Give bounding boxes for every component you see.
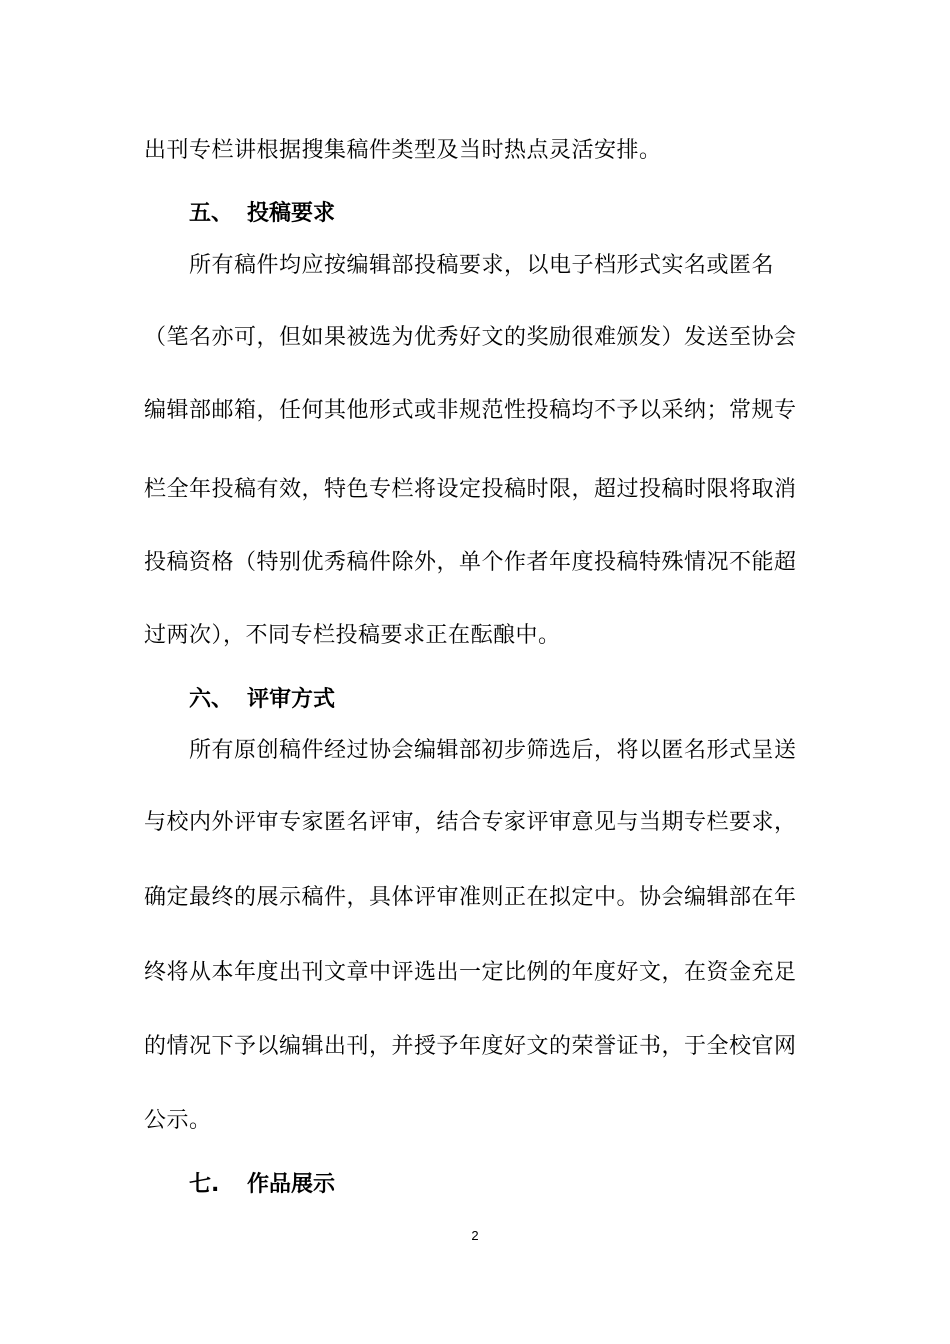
paragraph-line: 与校内外评审专家匿名评审，结合专家评审意见与当期专栏要求， bbox=[144, 810, 797, 835]
section-title: 投稿要求 bbox=[247, 201, 336, 226]
paragraph-line: 公示。 bbox=[144, 1108, 212, 1133]
paragraph-line: 所有稿件均应按编辑部投稿要求，以电子档形式实名或匿名 bbox=[189, 253, 775, 278]
section-heading-6 bbox=[189, 680, 335, 720]
paragraph-line: 终将从本年度出刊文章中评选出一定比例的年度好文，在资金充足 bbox=[144, 960, 797, 985]
paragraph-line: 过两次），不同专栏投稿要求正在酝酿中。 bbox=[144, 623, 561, 648]
section-heading-5 bbox=[189, 194, 335, 234]
paragraph-line: 栏全年投稿有效，特色专栏将设定投稿时限，超过投稿时限将取消 bbox=[144, 477, 797, 502]
section-heading-7 bbox=[189, 1165, 335, 1205]
section-title: 作品展示 bbox=[247, 1172, 336, 1197]
paragraph-line: 投稿资格（特别优秀稿件除外，单个作者年度投稿特殊情况不能超 bbox=[144, 550, 797, 575]
paragraph-line: 出刊专栏讲根据搜集稿件类型及当时热点灵活安排。 bbox=[144, 138, 662, 163]
section-number: 六、 bbox=[189, 687, 234, 712]
page-number: 2 bbox=[471, 1228, 479, 1243]
paragraph-line: 所有原创稿件经过协会编辑部初步筛选后，将以匿名形式呈送 bbox=[189, 738, 797, 763]
paragraph-line: 编辑部邮箱，任何其他形式或非规范性投稿均不予以采纳；常规专 bbox=[144, 398, 797, 423]
paragraph-line: 的情况下予以编辑出刊，并授予年度好文的荣誉证书，于全校官网 bbox=[144, 1034, 797, 1059]
paragraph-line: 确定最终的展示稿件，具体评审准则正在拟定中。协会编辑部在年 bbox=[144, 885, 797, 910]
section-number: 五、 bbox=[189, 201, 234, 226]
section-number: 七. bbox=[189, 1172, 220, 1197]
section-title: 评审方式 bbox=[247, 687, 336, 712]
paragraph-line: （笔名亦可，但如果被选为优秀好文的奖励很难颁发）发送至协会 bbox=[144, 325, 797, 350]
